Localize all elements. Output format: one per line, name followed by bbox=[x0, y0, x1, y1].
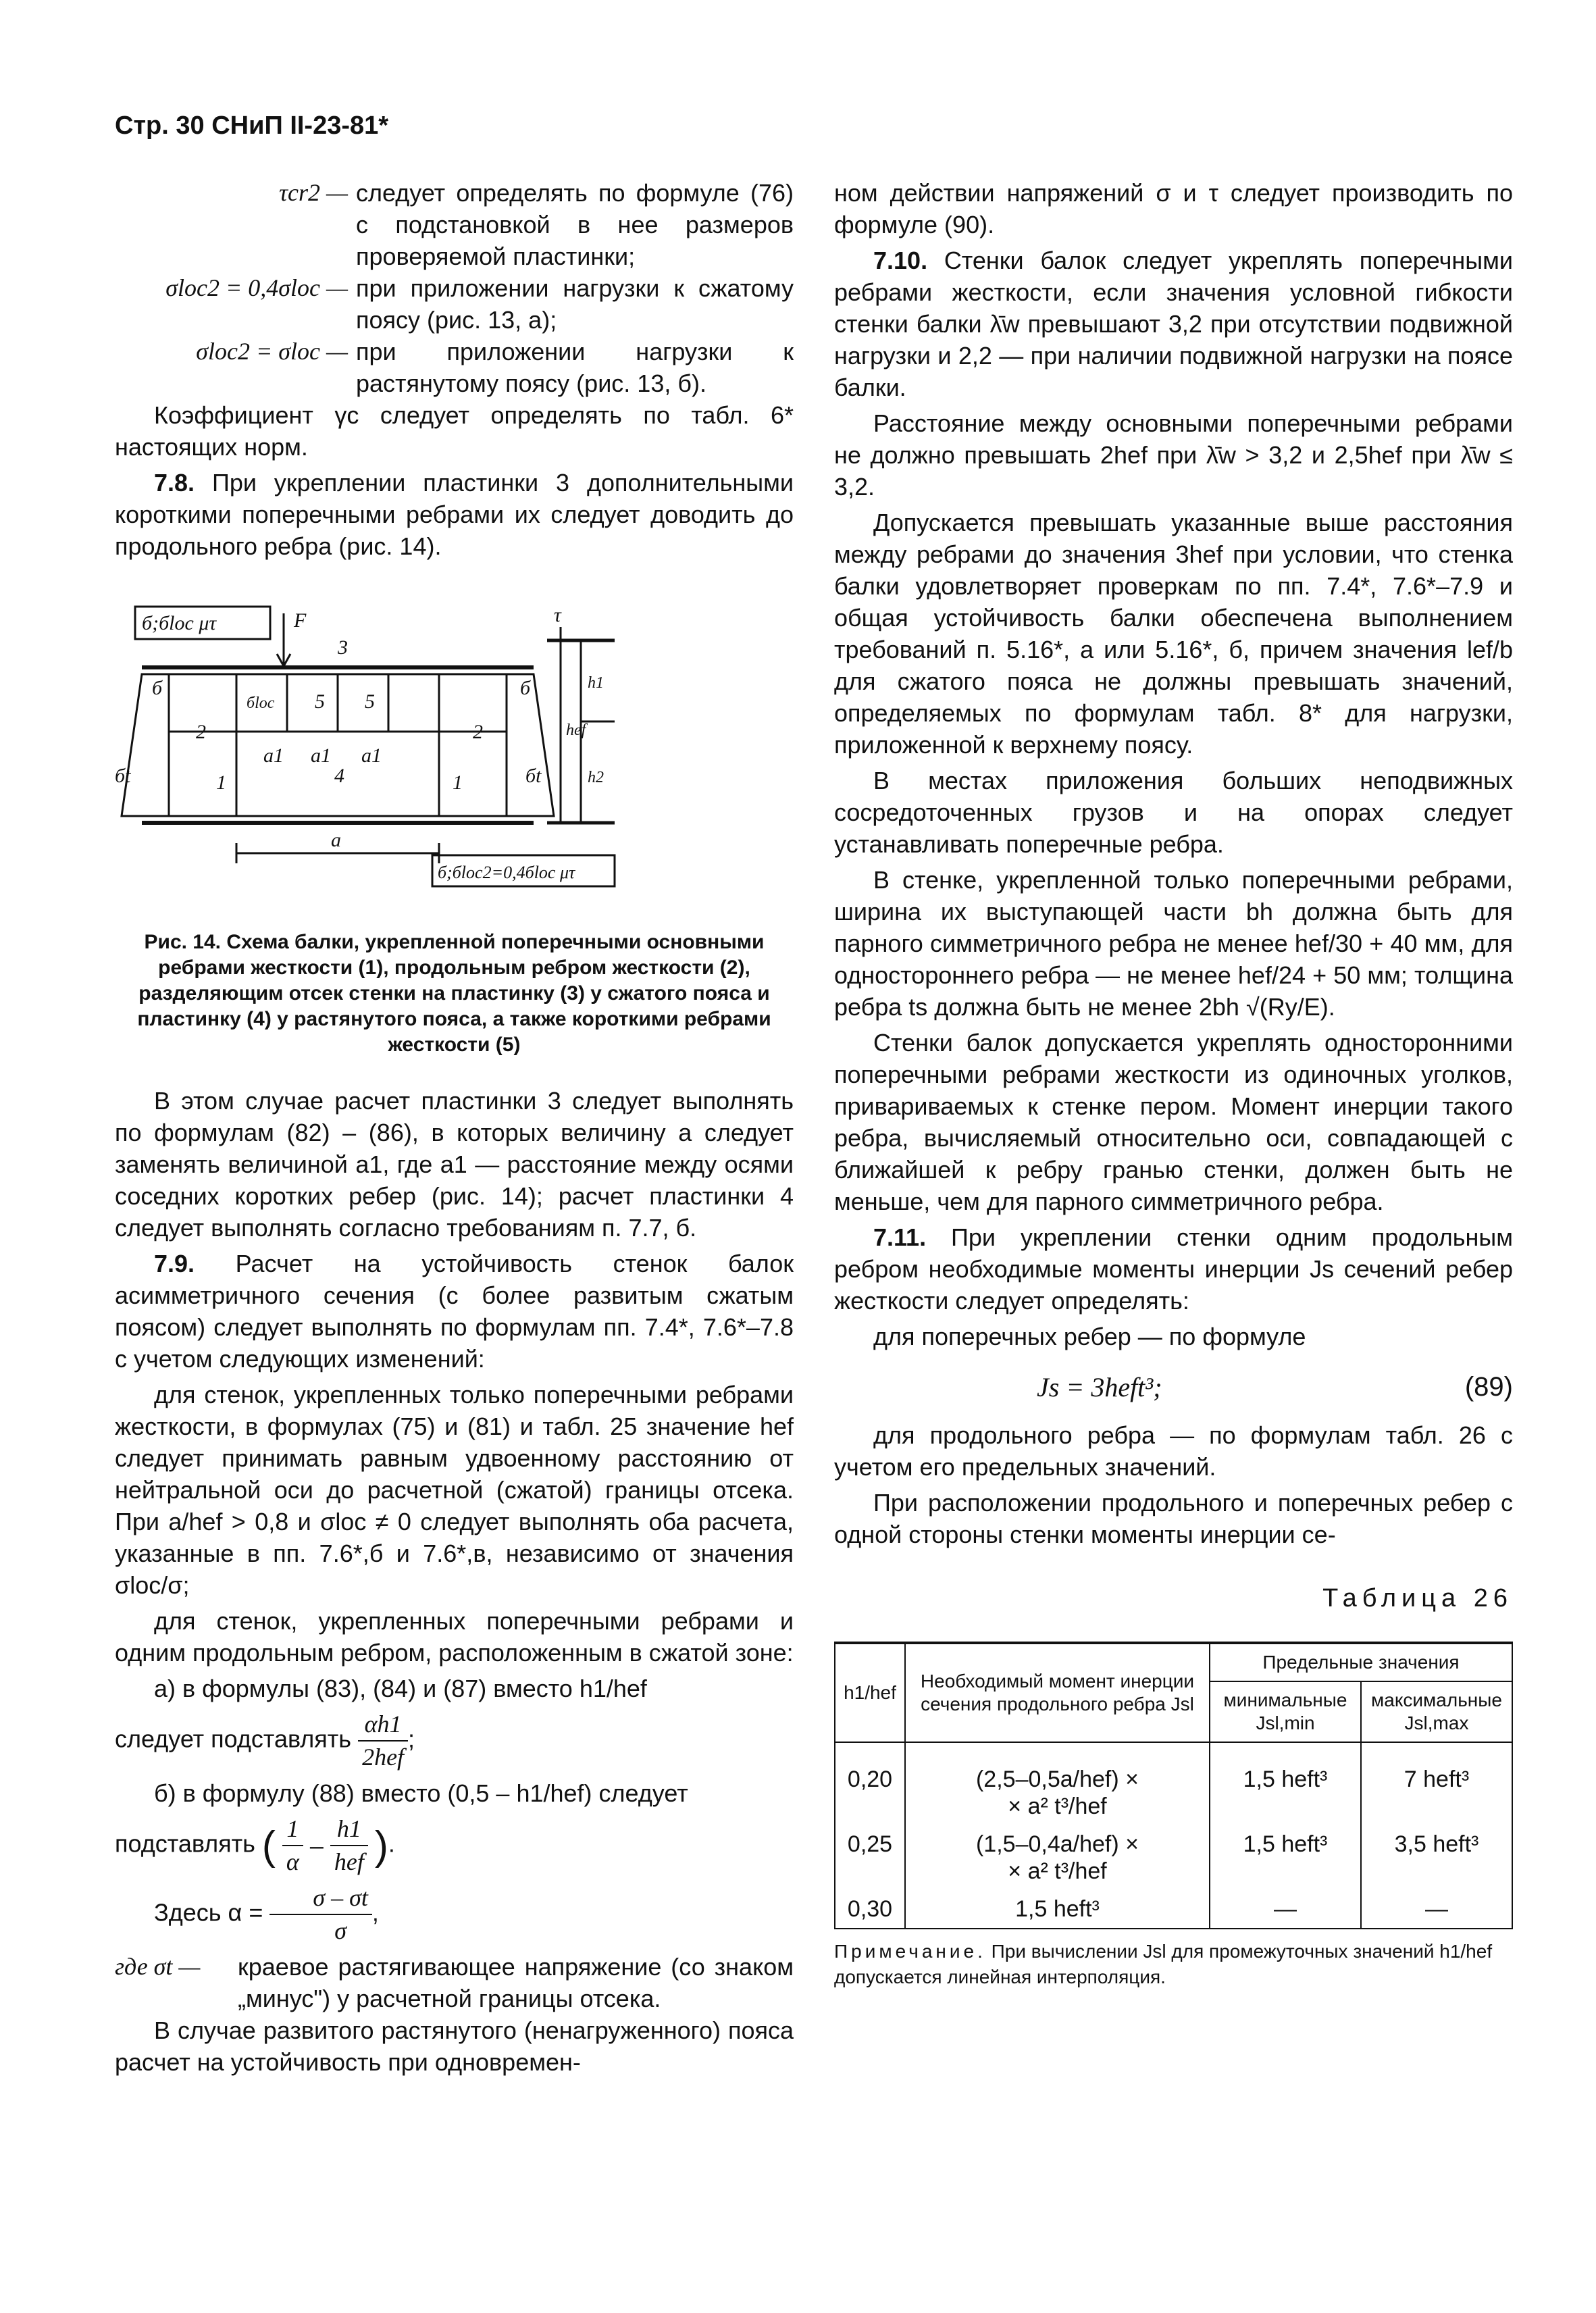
paragraph-distance: Расстояние между основными поперечными ребрами не должно превышать 2hef при λ̄w > 3,2 и 2,5hef при λ̄w ≤ 3,2. bbox=[834, 409, 1513, 501]
definition-tau-cr2 bbox=[115, 177, 794, 272]
page-header: Стр. 30 СНиП II-23-81* bbox=[115, 111, 389, 140]
clause-text: Расчет на устойчивость стенок балок асимметричного сечения (с более развитым сжатым поясом) следует выполнять по формулам пп. 7.4*, 7.6*–7.8 с учетом следующих изменений: bbox=[115, 1250, 794, 1373]
note-text: При вычислении Jsl для промежуточных значений h1/hef допускается линейная интерполяция. bbox=[834, 1941, 1493, 1987]
definition-sigma-loc2-compressed bbox=[115, 272, 794, 336]
figure-label: a1 bbox=[311, 744, 331, 767]
cell-line: (2,5–0,5a/hef) × bbox=[975, 1766, 1139, 1792]
item-a: а) в формулы (83), (84) и (87) вместо h1/hef bbox=[154, 1675, 647, 1702]
figure-label: h1 bbox=[588, 674, 604, 692]
definition-text: при приложении нагрузки к растянутому поясу (рис. 13, б). bbox=[356, 338, 794, 397]
left-column bbox=[115, 177, 794, 2082]
figure-label: h2 bbox=[588, 769, 604, 786]
paragraph-developed-flange: В случае развитого растянутого (ненагруженного) пояса расчет на устойчивость при одновремен- bbox=[115, 2016, 794, 2076]
figure-label: б bbox=[152, 677, 163, 699]
figure-label: 2 bbox=[473, 721, 483, 743]
clause-7-9 bbox=[115, 1248, 794, 1375]
cell-line: × a² t³/hef bbox=[1008, 1858, 1107, 1884]
figure-label: б bbox=[520, 677, 531, 699]
fraction-denominator: α bbox=[286, 1848, 299, 1875]
figure-label: 1 bbox=[216, 771, 226, 794]
item-b-substitution: подставлять ( $\frac{1}{\alpha}$ – $\frac{h1}{\text{hef}}$ ). bbox=[115, 1813, 794, 1878]
item-b: б) в формулу (88) вместо (0,5 – h1/hef) следует bbox=[154, 1779, 688, 1807]
table-cell: — bbox=[1210, 1890, 1361, 1929]
table-26 bbox=[834, 1642, 1513, 1929]
clause-text: При укреплении стенки одним продольным ребром необходимые моменты инерции Js сечений ребер жесткости следует определять: bbox=[834, 1223, 1513, 1315]
paragraph-longitudinal: для продольного ребра — по формулам табл. 26 с учетом его предельных значений. bbox=[834, 1421, 1513, 1481]
paragraph-walls-longitudinal: для стенок, укрепленных поперечными ребрами и одним продольным ребром, расположенным в сжатой зоне: bbox=[115, 1607, 794, 1667]
item-b-text: подставлять bbox=[115, 1829, 255, 1858]
beam-diagram bbox=[115, 586, 628, 890]
figure-label: a bbox=[331, 829, 341, 851]
table-cell: 1,5 heft³ bbox=[1210, 1825, 1361, 1890]
fraction-denominator: 2hef bbox=[362, 1744, 405, 1771]
item-a-text: следует подставлять bbox=[115, 1725, 352, 1753]
fraction-one-over-alpha bbox=[282, 1813, 303, 1878]
paragraph-rib-width: В стенке, укрепленной только поперечными ребрами, ширина их выступающей части bh должна быть для парного симметричного ребра не менее hef/30 + 40 мм, для одностороннего ребра — не менее hef/24 + 50 мм; толщина ребра ts должна быть не менее 2bh √(Ry/E). bbox=[834, 866, 1513, 1021]
fraction-alpha-h1 bbox=[358, 1708, 408, 1773]
paragraph-single-ribs: Стенки балок допускается укреплять односторонними поперечными ребрами жесткости из одиночных уголков, привариваемых к стенке пером. Момент инерции такого ребра, вычисляемый относительно оси, совпадающей с ближайшей к ребру гранью стенки, должен быть не меньше, чем для парного симметричного ребра. bbox=[834, 1029, 1513, 1215]
table-note bbox=[834, 1939, 1513, 1990]
definition-text: краевое растягивающее напряжение (со знаком „минус") у расчетной границы отсека. bbox=[238, 1953, 794, 2012]
figure-label: 2 bbox=[196, 721, 206, 743]
table-cell: 0,25 bbox=[835, 1825, 905, 1890]
definition-symbol: где σt — bbox=[115, 1953, 201, 1980]
paragraph-arrangement: При расположении продольного и поперечных ребер с одной стороны стенки моменты инерции се- bbox=[834, 1489, 1513, 1548]
figure-label: б;бloc μτ bbox=[142, 612, 217, 634]
fraction-numerator: σ – σt bbox=[269, 1882, 372, 1915]
figure-label: τ bbox=[554, 604, 561, 626]
definition-sigma-loc2-tensile bbox=[115, 336, 794, 399]
definition-sigma-t bbox=[115, 1951, 794, 2014]
paragraph-gamma: Коэффициент γc следует определять по табл. 6* настоящих норм. bbox=[115, 401, 794, 461]
definition-symbol: τcr2 — bbox=[279, 179, 348, 206]
fraction-numerator: 1 bbox=[282, 1813, 303, 1846]
fraction-denominator: hef bbox=[334, 1848, 364, 1875]
clause-7-8 bbox=[115, 467, 794, 562]
paragraph-walls-transverse: для стенок, укрепленных только поперечными ребрами жесткости, в формулах (75) и (81) и табл. 25 значение hef следует принимать равным удвоенному расстоянию от нейтральной оси до расчетной (сжатой) границы отсека. При a/hef > 0,8 и σloc ≠ 0 следует выполнять оба расчета, указанные в пп. 7.6*,б и 7.6*,в, независимо от значения σloc/σ; bbox=[115, 1381, 794, 1599]
clause-number: 7.9. bbox=[154, 1250, 195, 1277]
figure-label: бloc bbox=[247, 694, 275, 712]
cell-line: (1,5–0,4a/hef) × bbox=[975, 1831, 1139, 1857]
table-row bbox=[835, 1890, 1512, 1929]
figure-label: бt bbox=[525, 765, 542, 787]
paragraph-case: В этом случае расчет пластинки 3 следует выполнять по формулам (82) – (86), в которых величину a следует заменять величиной a1, где a1 — расстояние между осями соседних коротких ребер (рис. 14); расчет пластинки 4 следует выполнять согласно требованиям п. 7.7, б. bbox=[115, 1087, 794, 1242]
alpha-definition: Здесь α = $\frac{\sigma - \sigma t}{\sigma}$ , bbox=[115, 1882, 794, 1947]
figure-label: бt bbox=[115, 765, 131, 787]
definition-symbol: σloc2 = 0,4σloc — bbox=[165, 274, 348, 301]
table-cell: 0,20 bbox=[835, 1742, 905, 1825]
paragraph-transverse: для поперечных ребер — по формуле bbox=[873, 1323, 1306, 1350]
clause-7-11 bbox=[834, 1221, 1513, 1317]
table-cell: 7 heft³ bbox=[1361, 1742, 1512, 1825]
table-cell: 1,5 heft³ bbox=[1210, 1742, 1361, 1825]
column-header: Предельные значения bbox=[1210, 1643, 1512, 1681]
figure-label: 4 bbox=[334, 765, 344, 787]
clause-7-10 bbox=[834, 245, 1513, 403]
paragraph-continuation: ном действии напряжений σ и τ следует производить по формуле (90). bbox=[834, 179, 1513, 238]
item-a-substitution: следует подставлять $\frac{\alpha h1}{\text{2hef}}$ ; bbox=[115, 1708, 794, 1773]
table-title: Таблица 26 bbox=[1322, 1584, 1513, 1612]
formula-number: (89) bbox=[1464, 1372, 1513, 1402]
figure-label: б;бloc2=0,4бloc μτ bbox=[438, 863, 575, 882]
figure-label: 1 bbox=[453, 771, 463, 794]
cell-line: × a² t³/hef bbox=[1008, 1794, 1107, 1819]
figure-14 bbox=[115, 586, 794, 904]
paragraph-places: В местах приложения больших неподвижных сосредоточенных грузов и на опорах следует устанавливать поперечные ребра. bbox=[834, 767, 1513, 858]
table-cell bbox=[905, 1825, 1210, 1890]
note-label: Примечание. bbox=[834, 1941, 986, 1962]
column-header: минимальные Jsl,min bbox=[1210, 1681, 1361, 1742]
definition-text: следует определять по формуле (76) с подстановкой в нее размеров проверяемой пластинки; bbox=[356, 179, 794, 270]
column-header: максимальные Jsl,max bbox=[1361, 1681, 1512, 1742]
table-cell: 0,30 bbox=[835, 1890, 905, 1929]
figure-label: F bbox=[294, 609, 307, 632]
clause-text: При укреплении пластинки 3 дополнительными короткими поперечными ребрами их следует доводить до продольного ребра (рис. 14). bbox=[115, 469, 794, 560]
figure-caption: Рис. 14. Схема балки, укрепленной поперечными основными ребрами жесткости (1), продольным ребром жесткости (2), разделяющим отсек стенки на пластинку (3) у сжатого пояса и пластинку (4) у растянутого пояса, а также короткими ребрами жесткости (5) bbox=[137, 931, 771, 1056]
figure-label: a1 bbox=[361, 744, 382, 767]
table-row bbox=[835, 1825, 1512, 1890]
paragraph-allow: Допускается превышать указанные выше расстояния между ребрами до значения 3hef при условии, что стенка балки удовлетворяет проверкам по пп. 7.4*, 7.6*–7.9 и общая устойчивость балки обеспечена выполнением требований п. 5.16*, а или 5.16*, б, причем значения lef/b для сжатого пояса не должны превышать значений, определяемых по формулам табл. 8* для нагрузки, приложенной к верхнему поясу. bbox=[834, 509, 1513, 759]
definition-symbol: σloc2 = σloc — bbox=[196, 338, 348, 365]
fraction-numerator: h1 bbox=[330, 1813, 368, 1846]
clause-number: 7.8. bbox=[154, 469, 195, 497]
column-header: h1/hef bbox=[835, 1643, 905, 1742]
definition-text: при приложении нагрузки к сжатому поясу (рис. 13, а); bbox=[356, 274, 794, 334]
formula-89 bbox=[834, 1371, 1513, 1403]
fraction-numerator: αh1 bbox=[358, 1708, 408, 1742]
table-cell: — bbox=[1361, 1890, 1512, 1929]
figure-label: 3 bbox=[338, 636, 348, 659]
formula-expression: Js = 3heft³; bbox=[1037, 1372, 1162, 1402]
figure-label: 5 bbox=[365, 690, 375, 713]
alpha-label: Здесь α = bbox=[154, 1898, 263, 1927]
table-cell: 3,5 heft³ bbox=[1361, 1825, 1512, 1890]
table-row bbox=[835, 1742, 1512, 1825]
fraction-denominator: σ bbox=[334, 1917, 347, 1944]
clause-number: 7.10. bbox=[873, 247, 928, 274]
figure-label: a1 bbox=[263, 744, 284, 767]
figure-label: 5 bbox=[315, 690, 325, 713]
clause-text: Стенки балок следует укреплять поперечными ребрами жесткости, если значения условной гибкости стенки балки λ̄w превышают 3,2 при отсутствии подвижной нагрузки и 2,2 — при наличии подвижной нагрузки на поясе балки. bbox=[834, 247, 1513, 401]
fraction-h1-over-hef bbox=[330, 1813, 368, 1878]
right-column bbox=[834, 177, 1513, 1990]
clause-number: 7.11. bbox=[873, 1223, 927, 1251]
table-cell bbox=[905, 1742, 1210, 1825]
figure-label: hef bbox=[566, 721, 586, 739]
fraction-alpha bbox=[269, 1882, 372, 1947]
table-cell: 1,5 heft³ bbox=[905, 1890, 1210, 1929]
column-header: Необходимый момент инерции сечения продольного ребра Jsl bbox=[905, 1643, 1210, 1742]
